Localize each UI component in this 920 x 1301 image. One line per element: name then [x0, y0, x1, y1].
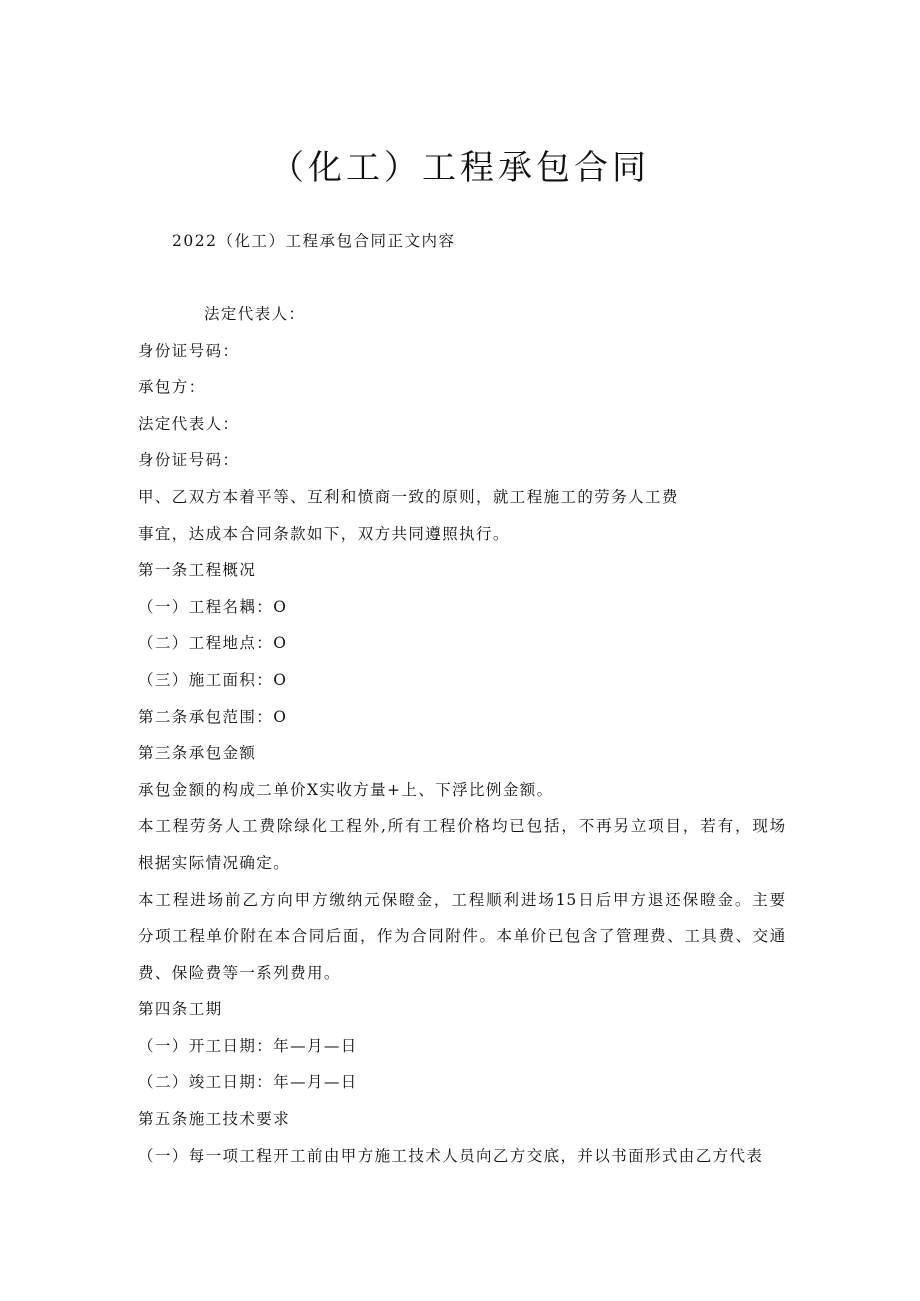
text-line: （一）工程名耦：O — [138, 597, 288, 616]
text-line: 事宜，达成本合同条款如下，双方共同遵照执行。 — [138, 524, 510, 543]
text-line: 根据实际情况确定。 — [138, 853, 291, 872]
document-subtitle: 2022（化工）工程承包合同正文内容 — [172, 232, 456, 250]
text-line: （二）竣工日期：年—月—日 — [138, 1073, 358, 1092]
text-line: （一）开工日期：年—月—日 — [138, 1036, 358, 1055]
section-heading: 第三条承包金额 — [138, 744, 257, 763]
text-line: （一）每一项工程开工前由甲方施工技术人员向乙方交底，并以书面形式由乙方代表 — [138, 1146, 764, 1165]
text-line: 法定代表人： — [138, 414, 240, 433]
document-title: （化工）工程承包合同 — [270, 148, 650, 188]
text-line: 分项工程单价附在本合同后面，作为合同附件。本单价已包含了管理费、工具费、交通 — [138, 927, 786, 946]
text-line: 本工程进场前乙方向甲方缴纳元保瞪金，工程顺利进场15日后甲方退还保瞪金。主要 — [138, 890, 786, 909]
text-line: 甲、乙双方本着平等、互利和愤商一致的原则，就工程施工的劳务人工费 — [138, 487, 679, 506]
section-heading: 第四条工期 — [138, 1000, 223, 1019]
text-line: 费、保险费等一系列费用。 — [138, 963, 341, 982]
text-line: （二）工程地点：O — [138, 634, 288, 653]
text-line: 法定代表人： — [204, 305, 306, 323]
document-body — [138, 296, 786, 1174]
text-line: 身份证号码： — [138, 451, 240, 470]
section-heading: 第一条工程概况 — [138, 561, 257, 580]
text-line: （三）施工面积：O — [138, 670, 288, 689]
text-line: 身份证号码： — [138, 341, 240, 360]
section-heading: 第二条承包范围：O — [138, 707, 288, 726]
text-line: 本工程劳务人工费除绿化工程外,所有工程价格均已包括，不再另立项目，若有，现场 — [138, 817, 786, 836]
section-heading: 第五条施工技术要求 — [138, 1110, 291, 1129]
text-line: 承包金额的构成二单价X实收方量+上、下浮比例金额。 — [138, 780, 554, 799]
text-line: 承包方： — [138, 378, 206, 397]
